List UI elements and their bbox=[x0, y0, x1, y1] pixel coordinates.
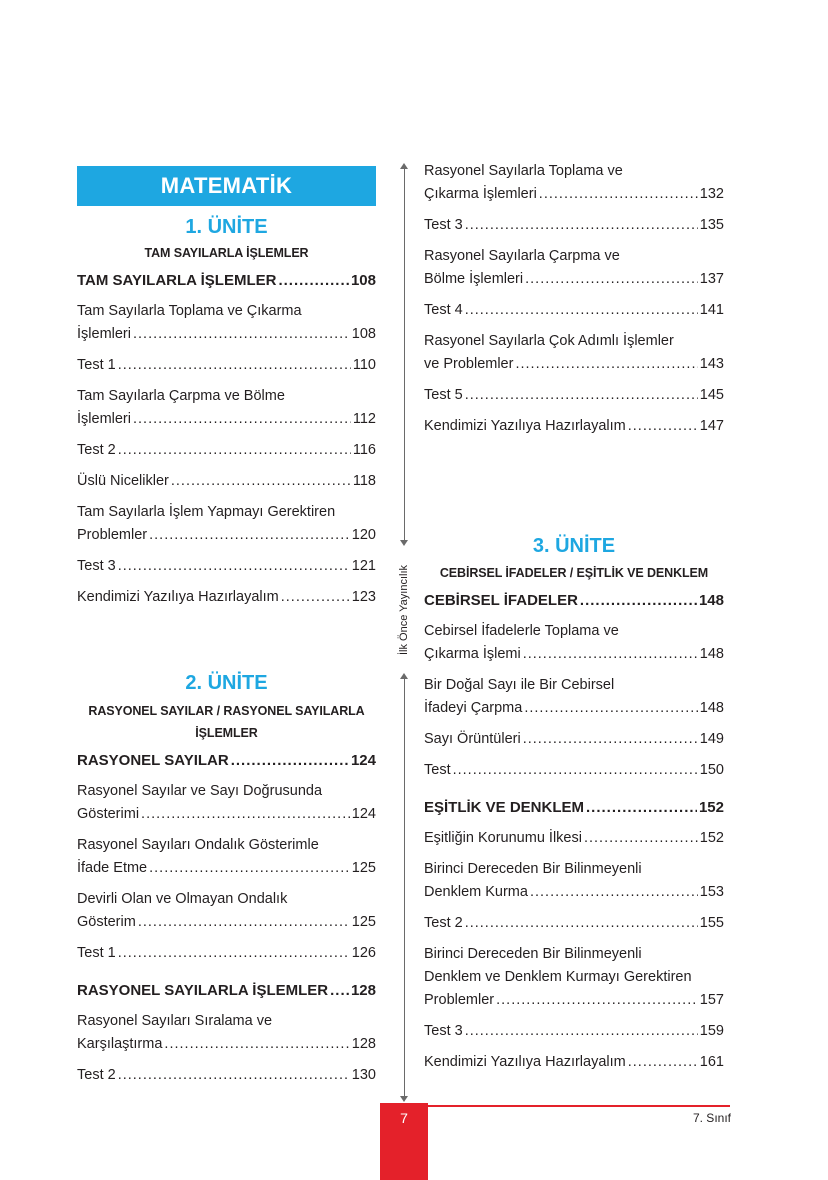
toc-entry[interactable] bbox=[424, 943, 724, 1012]
toc-page-number: 116 bbox=[352, 442, 376, 458]
toc-entry-title: RASYONEL SAYILAR bbox=[77, 752, 229, 769]
toc-entry[interactable] bbox=[77, 780, 376, 826]
toc-page-number: 128 bbox=[350, 982, 376, 999]
subject-banner: MATEMATİK bbox=[77, 166, 376, 206]
toc-entry-title: Kendimizi Yazılıya Hazırlayalım bbox=[424, 418, 626, 434]
toc-section[interactable] bbox=[424, 796, 724, 819]
toc-entry[interactable] bbox=[77, 586, 376, 609]
toc-entry[interactable] bbox=[424, 384, 724, 407]
dot-leader bbox=[465, 214, 698, 237]
toc-page-number: 153 bbox=[699, 884, 724, 900]
toc-page-number: 120 bbox=[351, 527, 376, 543]
toc-entry-line: Rasyonel Sayılarla Çarpma ve bbox=[424, 248, 620, 264]
toc-entry-row bbox=[424, 353, 724, 376]
toc-entry[interactable] bbox=[77, 555, 376, 578]
page-number: 7 bbox=[400, 1110, 408, 1126]
toc-entry-row bbox=[77, 1033, 376, 1056]
toc-entry-row bbox=[424, 827, 724, 850]
toc-entry-row bbox=[424, 643, 724, 666]
unit3-subtitle: CEBİRSEL İFADELER / EŞİTLİK VE DENKLEM bbox=[439, 566, 709, 580]
unit1-subtitle: TAM SAYILARLA İŞLEMLER bbox=[144, 246, 309, 260]
dot-leader bbox=[465, 384, 698, 407]
toc-entry[interactable] bbox=[424, 214, 724, 237]
toc-entry-row bbox=[424, 881, 724, 904]
toc-page-number: 137 bbox=[699, 271, 724, 287]
toc-page-number: 159 bbox=[699, 1023, 724, 1039]
dot-leader bbox=[465, 299, 698, 322]
toc-entry-line: Rasyonel Sayılarla Çok Adımlı İşlemler bbox=[424, 333, 674, 349]
toc-entry[interactable] bbox=[77, 470, 376, 493]
dot-leader bbox=[231, 749, 349, 772]
toc-entry[interactable] bbox=[77, 439, 376, 462]
toc-page-number: 112 bbox=[352, 411, 376, 427]
toc-page-number: 148 bbox=[699, 646, 724, 662]
dot-leader bbox=[118, 354, 351, 377]
toc-entry-row bbox=[77, 942, 376, 965]
toc-entry-title: Eşitliğin Korunumu İlkesi bbox=[424, 830, 582, 846]
dot-leader bbox=[628, 1051, 698, 1074]
unit2-toc-part2 bbox=[424, 160, 724, 438]
toc-entry[interactable] bbox=[424, 160, 724, 206]
toc-page-number: 147 bbox=[699, 418, 724, 434]
dot-leader bbox=[530, 881, 698, 904]
toc-entry-row bbox=[77, 524, 376, 547]
toc-entry-row bbox=[424, 989, 724, 1012]
unit2-subtitle-line1: RASYONEL SAYILAR / RASYONEL SAYILARLA bbox=[88, 704, 365, 718]
toc-entry[interactable] bbox=[424, 858, 724, 904]
toc-entry[interactable] bbox=[424, 245, 724, 291]
dot-leader bbox=[118, 1064, 350, 1087]
toc-entry-row bbox=[77, 323, 376, 346]
toc-entry-title: Test 2 bbox=[424, 915, 463, 931]
toc-entry-row bbox=[424, 1020, 724, 1043]
toc-entry-title: Test 3 bbox=[424, 1023, 463, 1039]
toc-entry[interactable] bbox=[424, 827, 724, 850]
dot-leader bbox=[118, 942, 350, 965]
toc-entry-title: İfade Etme bbox=[77, 860, 148, 876]
toc-entry-line: Tam Sayılarla Çarpma ve Bölme bbox=[77, 388, 285, 404]
toc-entry-title: Problemler bbox=[424, 992, 495, 1008]
toc-page-number: 125 bbox=[351, 914, 376, 930]
toc-entry-row bbox=[77, 1064, 376, 1087]
toc-page-number: 152 bbox=[698, 799, 724, 816]
toc-page-number: 128 bbox=[351, 1036, 376, 1052]
dot-leader bbox=[628, 415, 698, 438]
toc-entry-title: Denklem Kurma bbox=[424, 884, 528, 900]
toc-entry[interactable] bbox=[424, 415, 724, 438]
toc-entry-line: Tam Sayılarla İşlem Yapmayı Gerektiren bbox=[77, 504, 336, 520]
toc-entry[interactable] bbox=[424, 674, 724, 720]
toc-entry-row bbox=[424, 589, 724, 612]
toc-entry-line: Tam Sayılarla Toplama ve Çıkarma bbox=[77, 303, 302, 319]
toc-entry-title: Test 4 bbox=[424, 302, 463, 318]
toc-entry-row bbox=[77, 408, 376, 431]
toc-entry-title: EŞİTLİK VE DENKLEM bbox=[424, 799, 585, 816]
toc-entry-row bbox=[424, 1051, 724, 1074]
toc-entry-line: Rasyonel Sayılarla Toplama ve bbox=[424, 163, 623, 179]
toc-page-number: 124 bbox=[351, 806, 376, 822]
toc-page-number: 118 bbox=[352, 473, 376, 489]
left-column bbox=[77, 160, 376, 1087]
toc-page-number: 123 bbox=[351, 589, 376, 605]
toc-entry-title: Üslü Nicelikler bbox=[77, 473, 169, 489]
toc-entry[interactable] bbox=[77, 1010, 376, 1056]
page-number-box bbox=[380, 1103, 428, 1180]
toc-page-number: 157 bbox=[699, 992, 724, 1008]
toc-section[interactable] bbox=[77, 749, 376, 772]
unit2-toc-part1 bbox=[77, 749, 376, 1087]
toc-entry-title: Karşılaştırma bbox=[77, 1036, 163, 1052]
unit2-title: 2. ÜNİTE bbox=[185, 672, 268, 694]
toc-entry-title: Kendimizi Yazılıya Hazırlayalım bbox=[77, 589, 279, 605]
publisher-name: İlk Önce Yayıncılık bbox=[398, 564, 410, 656]
toc-entry-row bbox=[77, 911, 376, 934]
unit1-title: 1. ÜNİTE bbox=[185, 216, 268, 238]
toc-page-number: 110 bbox=[352, 357, 376, 373]
toc-page-number: 143 bbox=[699, 356, 724, 372]
toc-page-number: 148 bbox=[699, 700, 724, 716]
toc-entry-line: Cebirsel İfadelerle Toplama ve bbox=[424, 623, 619, 639]
toc-entry-title: CEBİRSEL İFADELER bbox=[424, 592, 578, 609]
toc-page-number: 124 bbox=[350, 752, 376, 769]
right-column bbox=[424, 160, 724, 1074]
dot-leader bbox=[164, 1033, 349, 1056]
toc-section[interactable] bbox=[424, 589, 724, 612]
toc-entry[interactable] bbox=[77, 501, 376, 547]
toc-section[interactable] bbox=[77, 979, 376, 1002]
toc-entry-row bbox=[424, 912, 724, 935]
toc-page-number: 152 bbox=[699, 830, 724, 846]
toc-entry-row bbox=[77, 269, 376, 292]
footer-line bbox=[428, 1105, 730, 1107]
toc-entry-title: Sayı Örüntüleri bbox=[424, 731, 521, 747]
toc-entry-row bbox=[77, 586, 376, 609]
toc-entry-row bbox=[77, 354, 376, 377]
toc-section[interactable] bbox=[77, 269, 376, 292]
toc-entry-title: Test 2 bbox=[77, 442, 116, 458]
dot-leader bbox=[465, 1020, 698, 1043]
toc-entry-title: Test 1 bbox=[77, 945, 116, 961]
toc-entry[interactable] bbox=[424, 728, 724, 751]
toc-entry-title: Bölme İşlemleri bbox=[424, 271, 524, 287]
dot-leader bbox=[584, 827, 698, 850]
toc-entry-title: TAM SAYILARLA İŞLEMLER bbox=[77, 272, 277, 289]
toc-entry-title: İfadeyi Çarpma bbox=[424, 700, 523, 716]
toc-page-number: 126 bbox=[351, 945, 376, 961]
toc-page-number: 135 bbox=[699, 217, 724, 233]
dot-leader bbox=[523, 643, 698, 666]
divider-line-top bbox=[404, 168, 405, 540]
toc-page-number: 149 bbox=[699, 731, 724, 747]
toc-page-number: 121 bbox=[351, 558, 376, 574]
dot-leader bbox=[453, 759, 698, 782]
toc-entry-title: Gösterim bbox=[77, 914, 136, 930]
toc-entry-row bbox=[77, 803, 376, 826]
toc-entry-row bbox=[424, 299, 724, 322]
toc-entry-row bbox=[424, 384, 724, 407]
toc-page-number: 132 bbox=[699, 186, 724, 202]
grade-label: 7. Sınıf bbox=[692, 1111, 731, 1125]
toc-entry-title: Test 1 bbox=[77, 357, 116, 373]
toc-entry-row bbox=[77, 470, 376, 493]
dot-leader bbox=[539, 183, 698, 206]
dot-leader bbox=[118, 555, 350, 578]
toc-entry-title: Test 2 bbox=[77, 1067, 116, 1083]
toc-page-number: 141 bbox=[699, 302, 724, 318]
dot-leader bbox=[118, 439, 351, 462]
toc-entry[interactable] bbox=[424, 759, 724, 782]
toc-entry[interactable] bbox=[77, 385, 376, 431]
toc-entry[interactable] bbox=[424, 620, 724, 666]
dot-leader bbox=[149, 524, 350, 547]
toc-entry-title: Problemler bbox=[77, 527, 148, 543]
toc-entry-row bbox=[424, 697, 724, 720]
toc-entry-row bbox=[77, 749, 376, 772]
toc-entry-row bbox=[77, 857, 376, 880]
toc-entry[interactable] bbox=[424, 299, 724, 322]
unit3-title: 3. ÜNİTE bbox=[532, 535, 616, 557]
dot-leader bbox=[133, 323, 350, 346]
toc-entry-title: Test bbox=[424, 762, 451, 778]
dot-leader bbox=[149, 857, 350, 880]
toc-entry-title: Test 3 bbox=[424, 217, 463, 233]
toc-page-number: 148 bbox=[698, 592, 724, 609]
toc-entry-title: İşlemleri bbox=[77, 326, 131, 342]
toc-entry-row bbox=[424, 728, 724, 751]
toc-entry-line: Denklem ve Denklem Kurmayı Gerektiren bbox=[424, 969, 692, 985]
toc-entry-row bbox=[77, 979, 376, 1002]
toc-page-number: 161 bbox=[699, 1054, 724, 1070]
dot-leader bbox=[281, 586, 350, 609]
toc-entry-title: İşlemleri bbox=[77, 411, 131, 427]
dot-leader bbox=[523, 728, 698, 751]
toc-entry-line: Birinci Dereceden Bir Bilinmeyenli bbox=[424, 946, 642, 962]
dot-leader bbox=[138, 911, 350, 934]
toc-entry[interactable] bbox=[424, 912, 724, 935]
toc-entry[interactable] bbox=[424, 330, 724, 376]
toc-entry[interactable] bbox=[77, 354, 376, 377]
dot-leader bbox=[580, 589, 697, 612]
toc-entry-line: Birinci Dereceden Bir Bilinmeyenli bbox=[424, 861, 642, 877]
divider-arrow-mid-down bbox=[400, 540, 408, 546]
toc-entry-title: Test 3 bbox=[77, 558, 116, 574]
toc-entry-title: Çıkarma İşlemleri bbox=[424, 186, 537, 202]
toc-entry-row bbox=[424, 268, 724, 291]
toc-entry[interactable] bbox=[77, 942, 376, 965]
toc-page-number: 108 bbox=[351, 326, 376, 342]
toc-entry-line: Rasyonel Sayılar ve Sayı Doğrusunda bbox=[77, 783, 323, 799]
dot-leader bbox=[330, 979, 349, 1002]
unit1-toc bbox=[77, 269, 376, 609]
dot-leader bbox=[525, 268, 698, 291]
toc-entry-row bbox=[77, 439, 376, 462]
toc-entry-line: Rasyonel Sayıları Ondalık Gösterimle bbox=[77, 837, 319, 853]
dot-leader bbox=[515, 353, 697, 376]
toc-entry[interactable] bbox=[77, 300, 376, 346]
dot-leader bbox=[465, 912, 698, 935]
dot-leader bbox=[524, 697, 697, 720]
toc-entry[interactable] bbox=[77, 1064, 376, 1087]
toc-entry-row bbox=[424, 415, 724, 438]
toc-page-number: 130 bbox=[351, 1067, 376, 1083]
dot-leader bbox=[133, 408, 351, 431]
unit3-toc bbox=[424, 589, 724, 1074]
toc-entry-line: Rasyonel Sayıları Sıralama ve bbox=[77, 1013, 273, 1029]
dot-leader bbox=[141, 803, 350, 826]
toc-entry-row bbox=[77, 555, 376, 578]
unit2-subtitle-line2: İŞLEMLER bbox=[195, 726, 258, 740]
divider-line-bottom bbox=[404, 679, 405, 1096]
toc-entry-title: ve Problemler bbox=[424, 356, 514, 372]
toc-entry[interactable] bbox=[424, 1051, 724, 1074]
toc-entry-line: Bir Doğal Sayı ile Bir Cebirsel bbox=[424, 677, 615, 693]
toc-entry-row bbox=[424, 796, 724, 819]
toc-entry[interactable] bbox=[77, 834, 376, 880]
toc-page-number: 150 bbox=[699, 762, 724, 778]
toc-entry-row bbox=[424, 759, 724, 782]
toc-entry-row bbox=[424, 183, 724, 206]
toc-entry-title: Test 5 bbox=[424, 387, 463, 403]
toc-page-number: 108 bbox=[350, 272, 376, 289]
toc-entry-title: RASYONEL SAYILARLA İŞLEMLER bbox=[77, 982, 329, 999]
toc-entry-title: Çıkarma İşlemi bbox=[424, 646, 521, 662]
divider-arrow-down bbox=[400, 1096, 408, 1102]
toc-entry[interactable] bbox=[424, 1020, 724, 1043]
toc-entry-line: Devirli Olan ve Olmayan Ondalık bbox=[77, 891, 288, 907]
toc-entry-title: Gösterimi bbox=[77, 806, 140, 822]
toc-entry-row bbox=[424, 214, 724, 237]
dot-leader bbox=[278, 269, 349, 292]
dot-leader bbox=[496, 989, 698, 1012]
toc-entry[interactable] bbox=[77, 888, 376, 934]
toc-page-number: 125 bbox=[351, 860, 376, 876]
dot-leader bbox=[171, 470, 351, 493]
toc-page-number: 145 bbox=[699, 387, 724, 403]
toc-page-number: 155 bbox=[699, 915, 724, 931]
toc-entry-title: Kendimizi Yazılıya Hazırlayalım bbox=[424, 1054, 626, 1070]
dot-leader bbox=[586, 796, 697, 819]
